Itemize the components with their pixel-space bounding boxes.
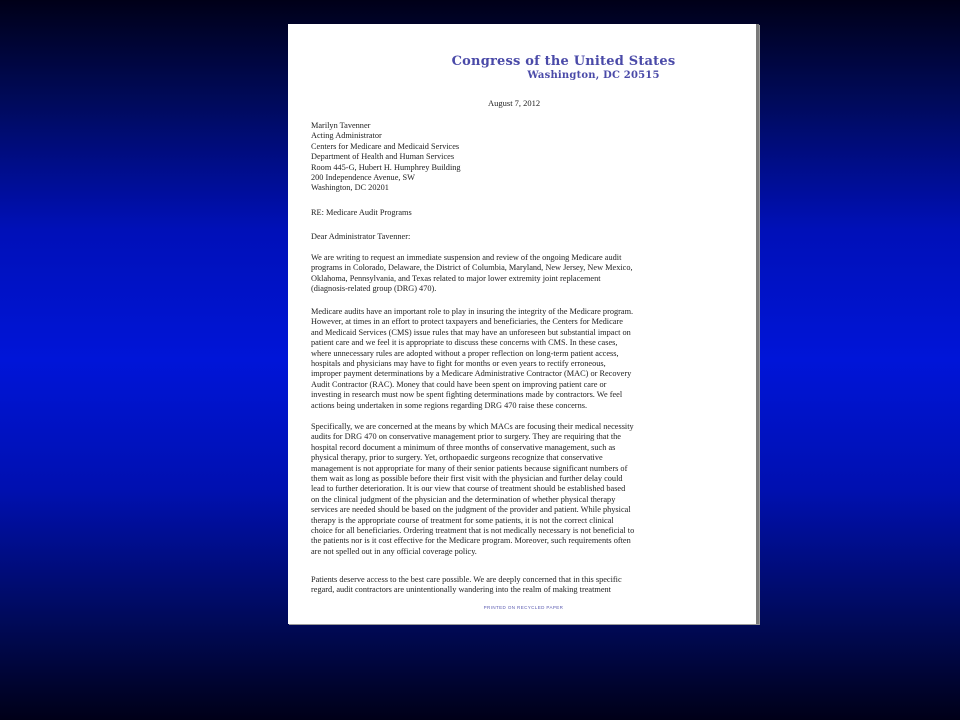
recycled-paper-footer: PRINTED ON RECYCLED PAPER xyxy=(483,605,564,610)
letterhead-title: Congress of the United States xyxy=(451,54,676,69)
subject-line: RE: Medicare Audit Programs xyxy=(311,208,412,217)
recipient-address: Marilyn Tavenner Acting Administrator Centers for Medicare and Medicaid Services Department of Health and Human Services Room 445-G, Hubert H. Humphrey Building 200 Independence Avenue, SW Washington, DC 20201 xyxy=(311,121,461,193)
letter-date: August 7, 2012 xyxy=(488,98,541,108)
body-paragraph-4: Patients deserve access to the best care possible. We are deeply concerned that in this specific regard, audit contractors are unintentionally wandering into the realm of making treatment xyxy=(311,575,622,595)
body-paragraph-2: Medicare audits have an important role to play in insuring the integrity of the Medicare program. However, at times in an effort to protect taxpayers and beneficiaries, the Centers for Medicare and Medicaid Services (CMS) issue rules that may have an unforeseen but substantial impact on patient care and we feel it is appropriate to discuss these concerns with CMS. In these cases, where unnecessary rules are adopted without a proper reflection on long-term patient access, hospitals and physicians may have to fight for months or even years to rectify erroneous, improper payment determinations by a Medicare Administrative Contractor (MAC) or Recovery Audit Contractor (RAC). Money that could have been spent on improving patient care or investing in research must now be spent fighting determinations made by contractors. We feel actions being undertaken in some regions regarding DRG 470 raise these concerns. xyxy=(311,307,634,410)
letter-page xyxy=(288,24,759,624)
body-paragraph-1: We are writing to request an immediate suspension and review of the ongoing Medicare audit programs in Colorado, Delaware, the District of Columbia, Maryland, New Jersey, New Mexico, Oklahoma, Pennsylvania, and Texas related to major lower extremity joint replacement (diagnosis-related group (DRG) 470). xyxy=(311,253,633,294)
salutation: Dear Administrator Tavenner: xyxy=(311,232,411,241)
body-paragraph-3: Specifically, we are concerned at the means by which MACs are focusing their medical necessity audits for DRG 470 on conservative management prior to surgery. They are requiring that the hospital record document a minimum of three months of conservative management, such as physical therapy, prior to surgery. Yet, orthopaedic surgeons recognize that conservative management is not appropriate for many of their senior patients because significant numbers of them wait as long as possible before their first visit with the physician and further delay could lead to further deterioration. It is our view that course of treatment should be established based on the clinical judgment of the physician and the determination of whether physical therapy services are needed should be based on the judgment of the provider and patient. While physical therapy is the appropriate course of treatment for some patients, it is not the correct clinical choice for all beneficiaries. Ordering treatment that is not medically necessary is not beneficial to the patients nor is it cost effective for the Medicare program. Moreover, such requirements often are not spelled out in any official coverage policy. xyxy=(311,422,635,556)
letterhead-location: Washington, DC 20515 xyxy=(527,70,660,81)
